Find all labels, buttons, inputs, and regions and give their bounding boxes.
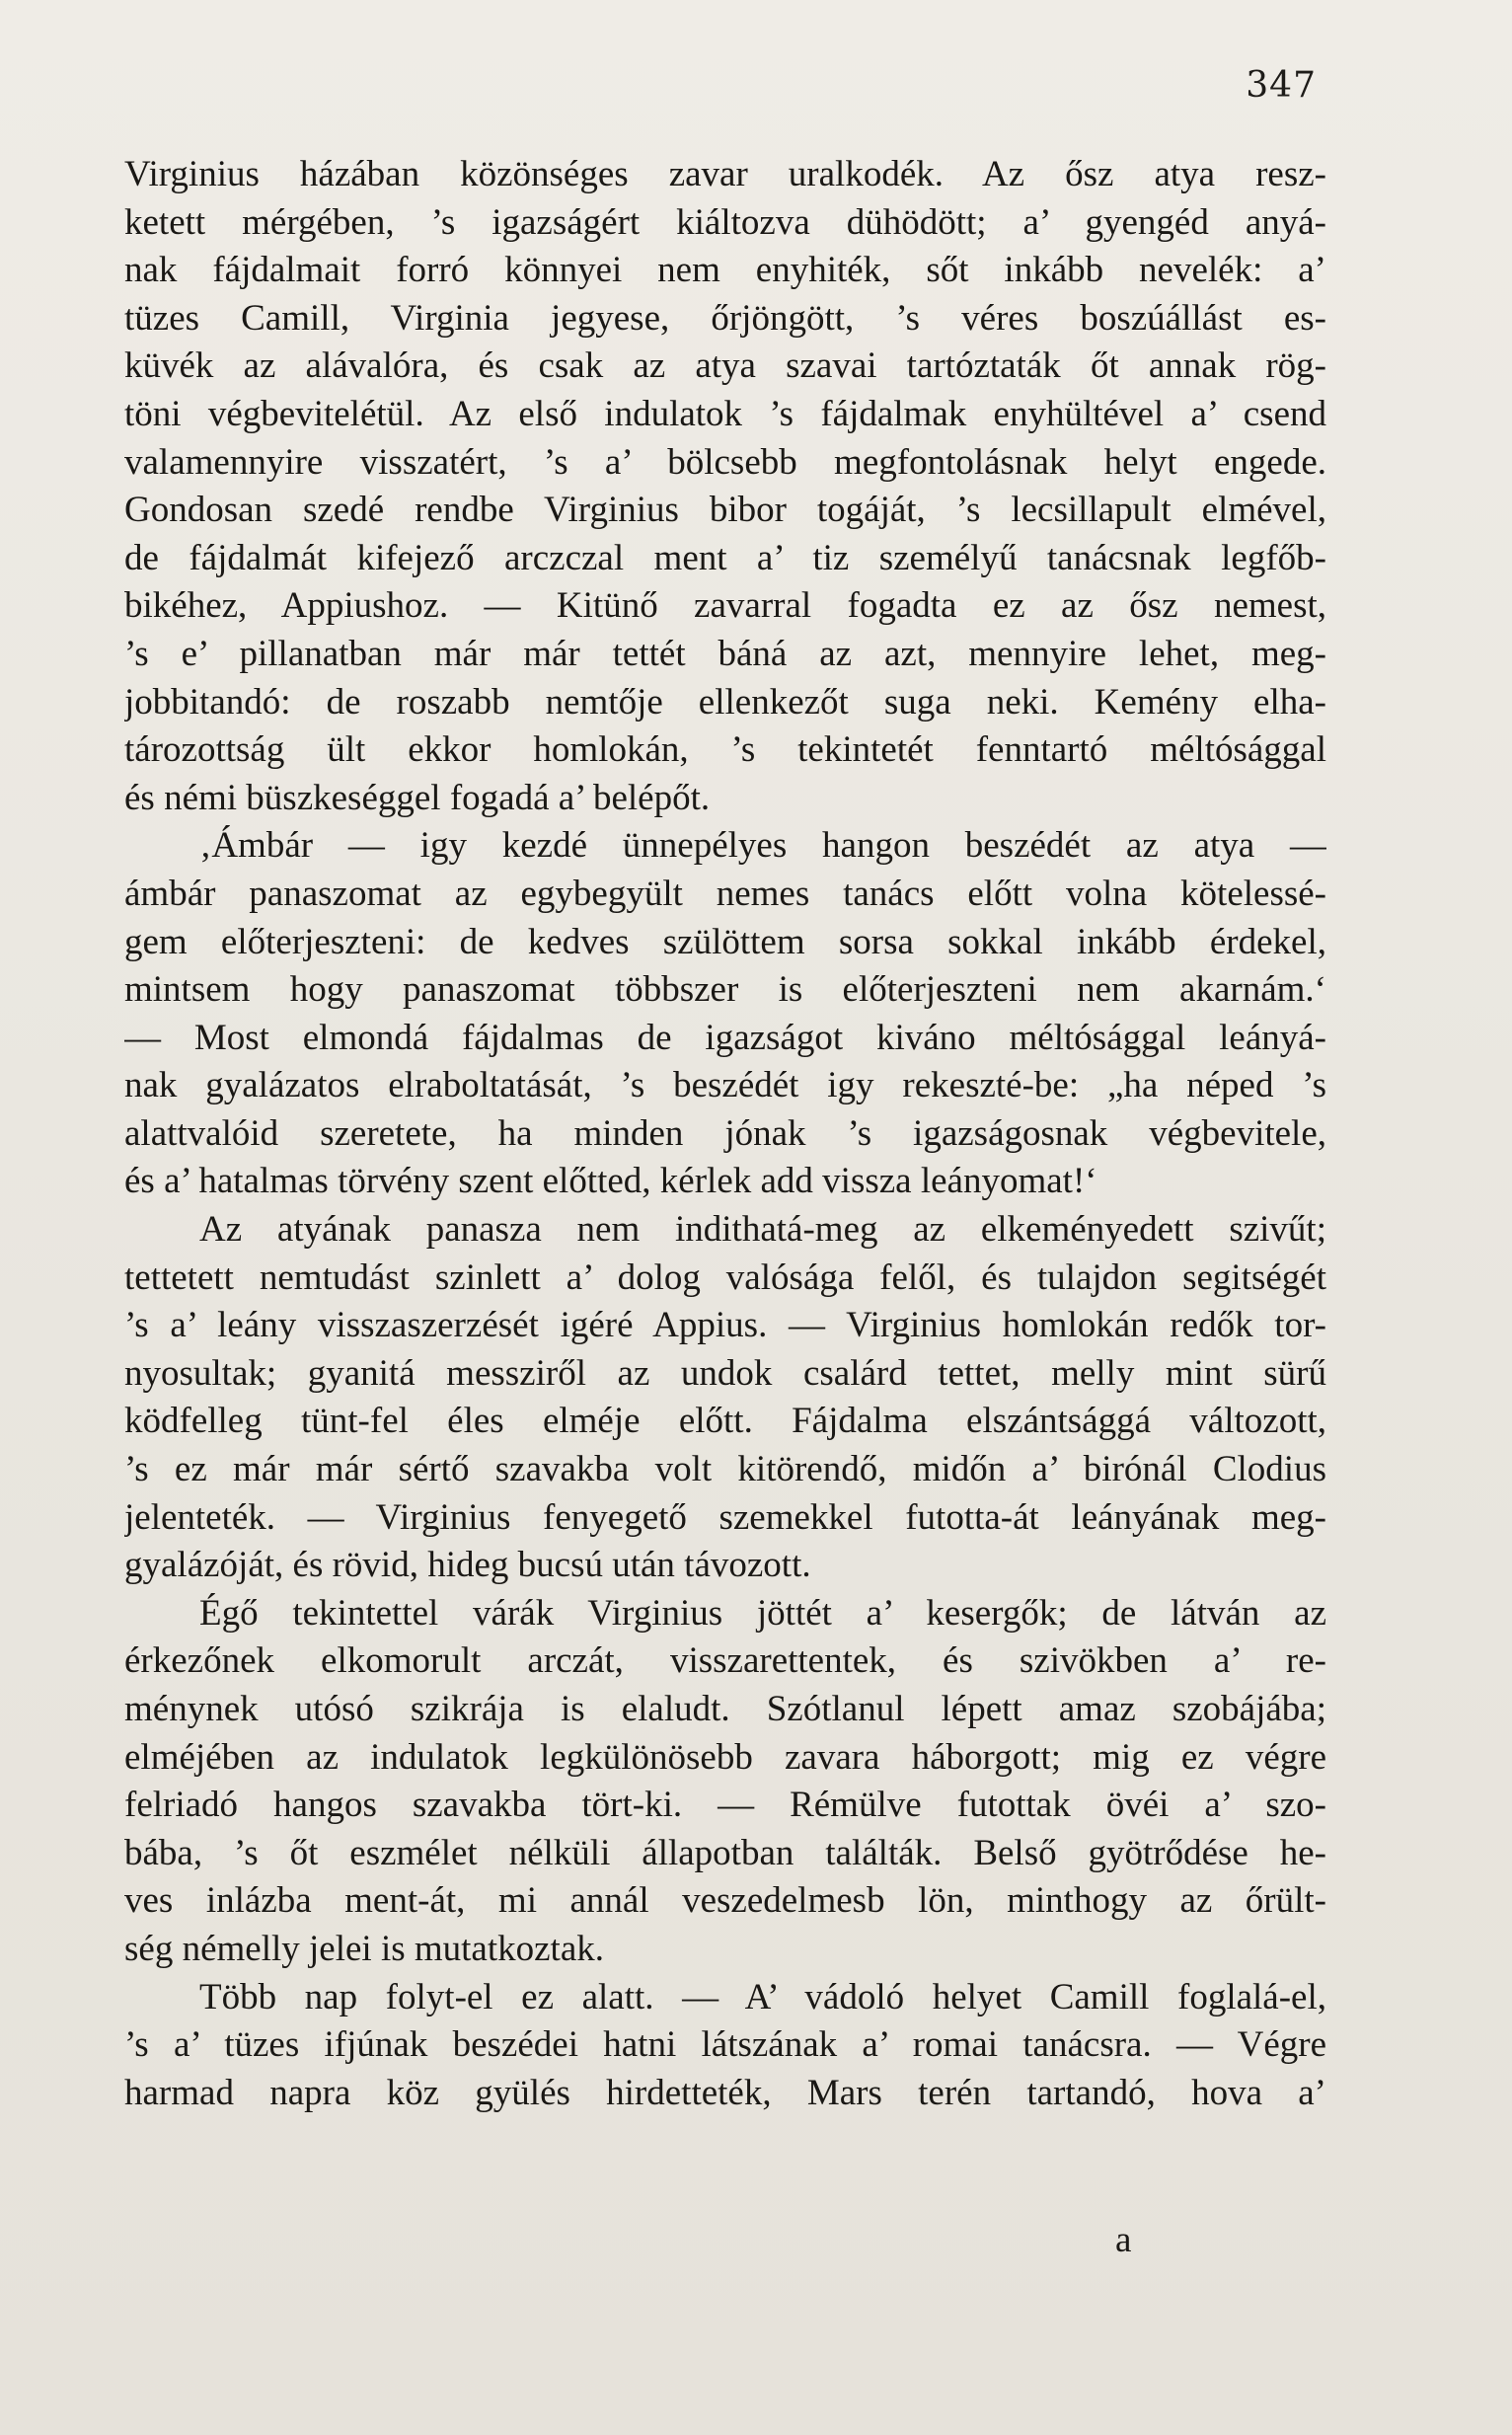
text-line: ’s a’ tüzes ifjúnak beszédei hatni látszának a’ romai tanácsra. — Végre xyxy=(124,2024,1326,2066)
text-line: nyosultak; gyanitá messziről az undok csalárd tettet, melly mint sürű xyxy=(124,1352,1326,1394)
text-line: mintsem hogy panaszomat többszer is előterjeszteni nem akarnám.‘ xyxy=(124,969,1326,1011)
text-line: ámbár panaszomat az egybegyült nemes tanács előtt volna kötelessé- xyxy=(124,873,1326,914)
text-line: ketett mérgében, ’s igazságért kiáltozva dühödött; a’ gyengéd anyá- xyxy=(124,201,1326,243)
text-line: töni végbevitelétül. Az első indulatok ’s fájdalmak enyhültével a’ csend xyxy=(124,393,1326,434)
text-line: nak fájdalmait forró könnyei nem enyhiték, sőt inkább nevelék: a’ xyxy=(124,250,1326,291)
text-line: elméjében az indulatok legkülönösebb zavara háborgott; mig ez végre xyxy=(124,1736,1326,1778)
text-line: ’s a’ leány visszaszerzését igéré Appius. — Virginius homlokán redők tor- xyxy=(124,1305,1326,1346)
text-line: harmad napra köz gyülés hirdetteték, Mars terén tartandó, hova a’ xyxy=(124,2072,1326,2113)
text-line: ködfelleg tünt-fel éles elméje előtt. Fájdalma elszántsággá változott, xyxy=(124,1401,1326,1442)
text-line: Az atyának panasza nem indithatá-meg az elkeményedett szivűt; xyxy=(199,1209,1326,1251)
text-line: — Most elmondá fájdalmas de igazságot kiváno méltósággal leányá- xyxy=(124,1017,1326,1058)
text-line: tározottság ült ekkor homlokán, ’s tekintetét fenntartó méltósággal xyxy=(124,729,1326,771)
text-line: ves inlázba ment-át, mi annál veszedelmesb lön, minthogy az őrült- xyxy=(124,1880,1326,1922)
page-number: 347 xyxy=(1246,65,1317,106)
text-line: bikéhez, Appiushoz. — Kitünő zavarral fogadta ez az ősz nemest, xyxy=(124,585,1326,627)
text-line: küvék az alávalóra, és csak az atya szavai tartóztaták őt annak rög- xyxy=(124,345,1326,387)
text-line: tüzes Camill, Virginia jegyese, őrjöngött, ’s véres boszúállást es- xyxy=(124,297,1326,339)
text-line: Virginius házában közönséges zavar uralkodék. Az ősz atya resz- xyxy=(124,154,1326,194)
text-line: bába, ’s őt eszmélet nélküli állapotban találták. Belső gyötrődése he- xyxy=(124,1832,1326,1873)
text-line: jobbitandó: de roszabb nemtője ellenkezőt suga neki. Kemény elha- xyxy=(124,681,1326,723)
catchword: a xyxy=(1115,2220,1132,2260)
text-line: ‚Ámbár — igy kezdé ünnepélyes hangon beszédét az atya — xyxy=(199,825,1326,867)
text-line: tettetett nemtudást szinlett a’ dolog valósága felől, és tulajdon segitségét xyxy=(124,1256,1326,1298)
text-line: felriadó hangos szavakba tört-ki. — Rémülve futottak övéi a’ szo- xyxy=(124,1785,1326,1826)
body-text xyxy=(124,151,1326,2117)
text-line: gem előterjeszteni: de kedves szülöttem sorsa sokkal inkább érdekel, xyxy=(124,921,1326,962)
text-line: nak gyalázatos elraboltatását, ’s beszédét igy rekeszté-be: „ha néped ’s xyxy=(124,1065,1326,1106)
text-line: és a’ hatalmas törvény szent előtted, kérlek add vissza leányomat!‘ xyxy=(124,1161,1097,1202)
text-line: alattvalóid szeretete, ha minden jónak ’s igazságosnak végbevitele, xyxy=(124,1112,1326,1154)
text-line: de fájdalmát kifejező arczczal ment a’ tiz személyű tanácsnak legfőb- xyxy=(124,537,1326,578)
text-line: és némi büszkeséggel fogadá a’ belépőt. xyxy=(124,777,711,818)
text-line: ménynek utósó szikrája is elaludt. Szótlanul lépett amaz szobájába; xyxy=(124,1689,1326,1729)
text-line: ’s e’ pillanatban már már tettét báná az azt, mennyire lehet, meg- xyxy=(124,633,1326,674)
text-line: gyalázóját, és rövid, hideg bucsú után távozott. xyxy=(124,1545,811,1586)
text-line: Több nap folyt-el ez alatt. — A’ vádoló helyet Camill foglalá-el, xyxy=(199,1976,1326,2017)
text-line: jelenteték. — Virginius fenyegető szemekkel futotta-át leányának meg- xyxy=(124,1496,1326,1538)
text-line: ’s ez már már sértő szavakba volt kitörendő, midőn a’ birónál Clodius xyxy=(124,1449,1326,1490)
text-line: ség némelly jelei is mutatkoztak. xyxy=(124,1928,605,1969)
text-line: érkezőnek elkomorult arczát, visszarettentek, és szivökben a’ re- xyxy=(124,1640,1326,1682)
text-line: Gondosan szedé rendbe Virginius bibor togáját, ’s lecsillapult elmével, xyxy=(124,490,1326,531)
text-line: valamennyire visszatért, ’s a’ bölcsebb megfontolásnak helyt engede. xyxy=(124,441,1326,483)
text-line: Égő tekintettel várák Virginius jöttét a’ kesergők; de látván az xyxy=(199,1592,1326,1634)
